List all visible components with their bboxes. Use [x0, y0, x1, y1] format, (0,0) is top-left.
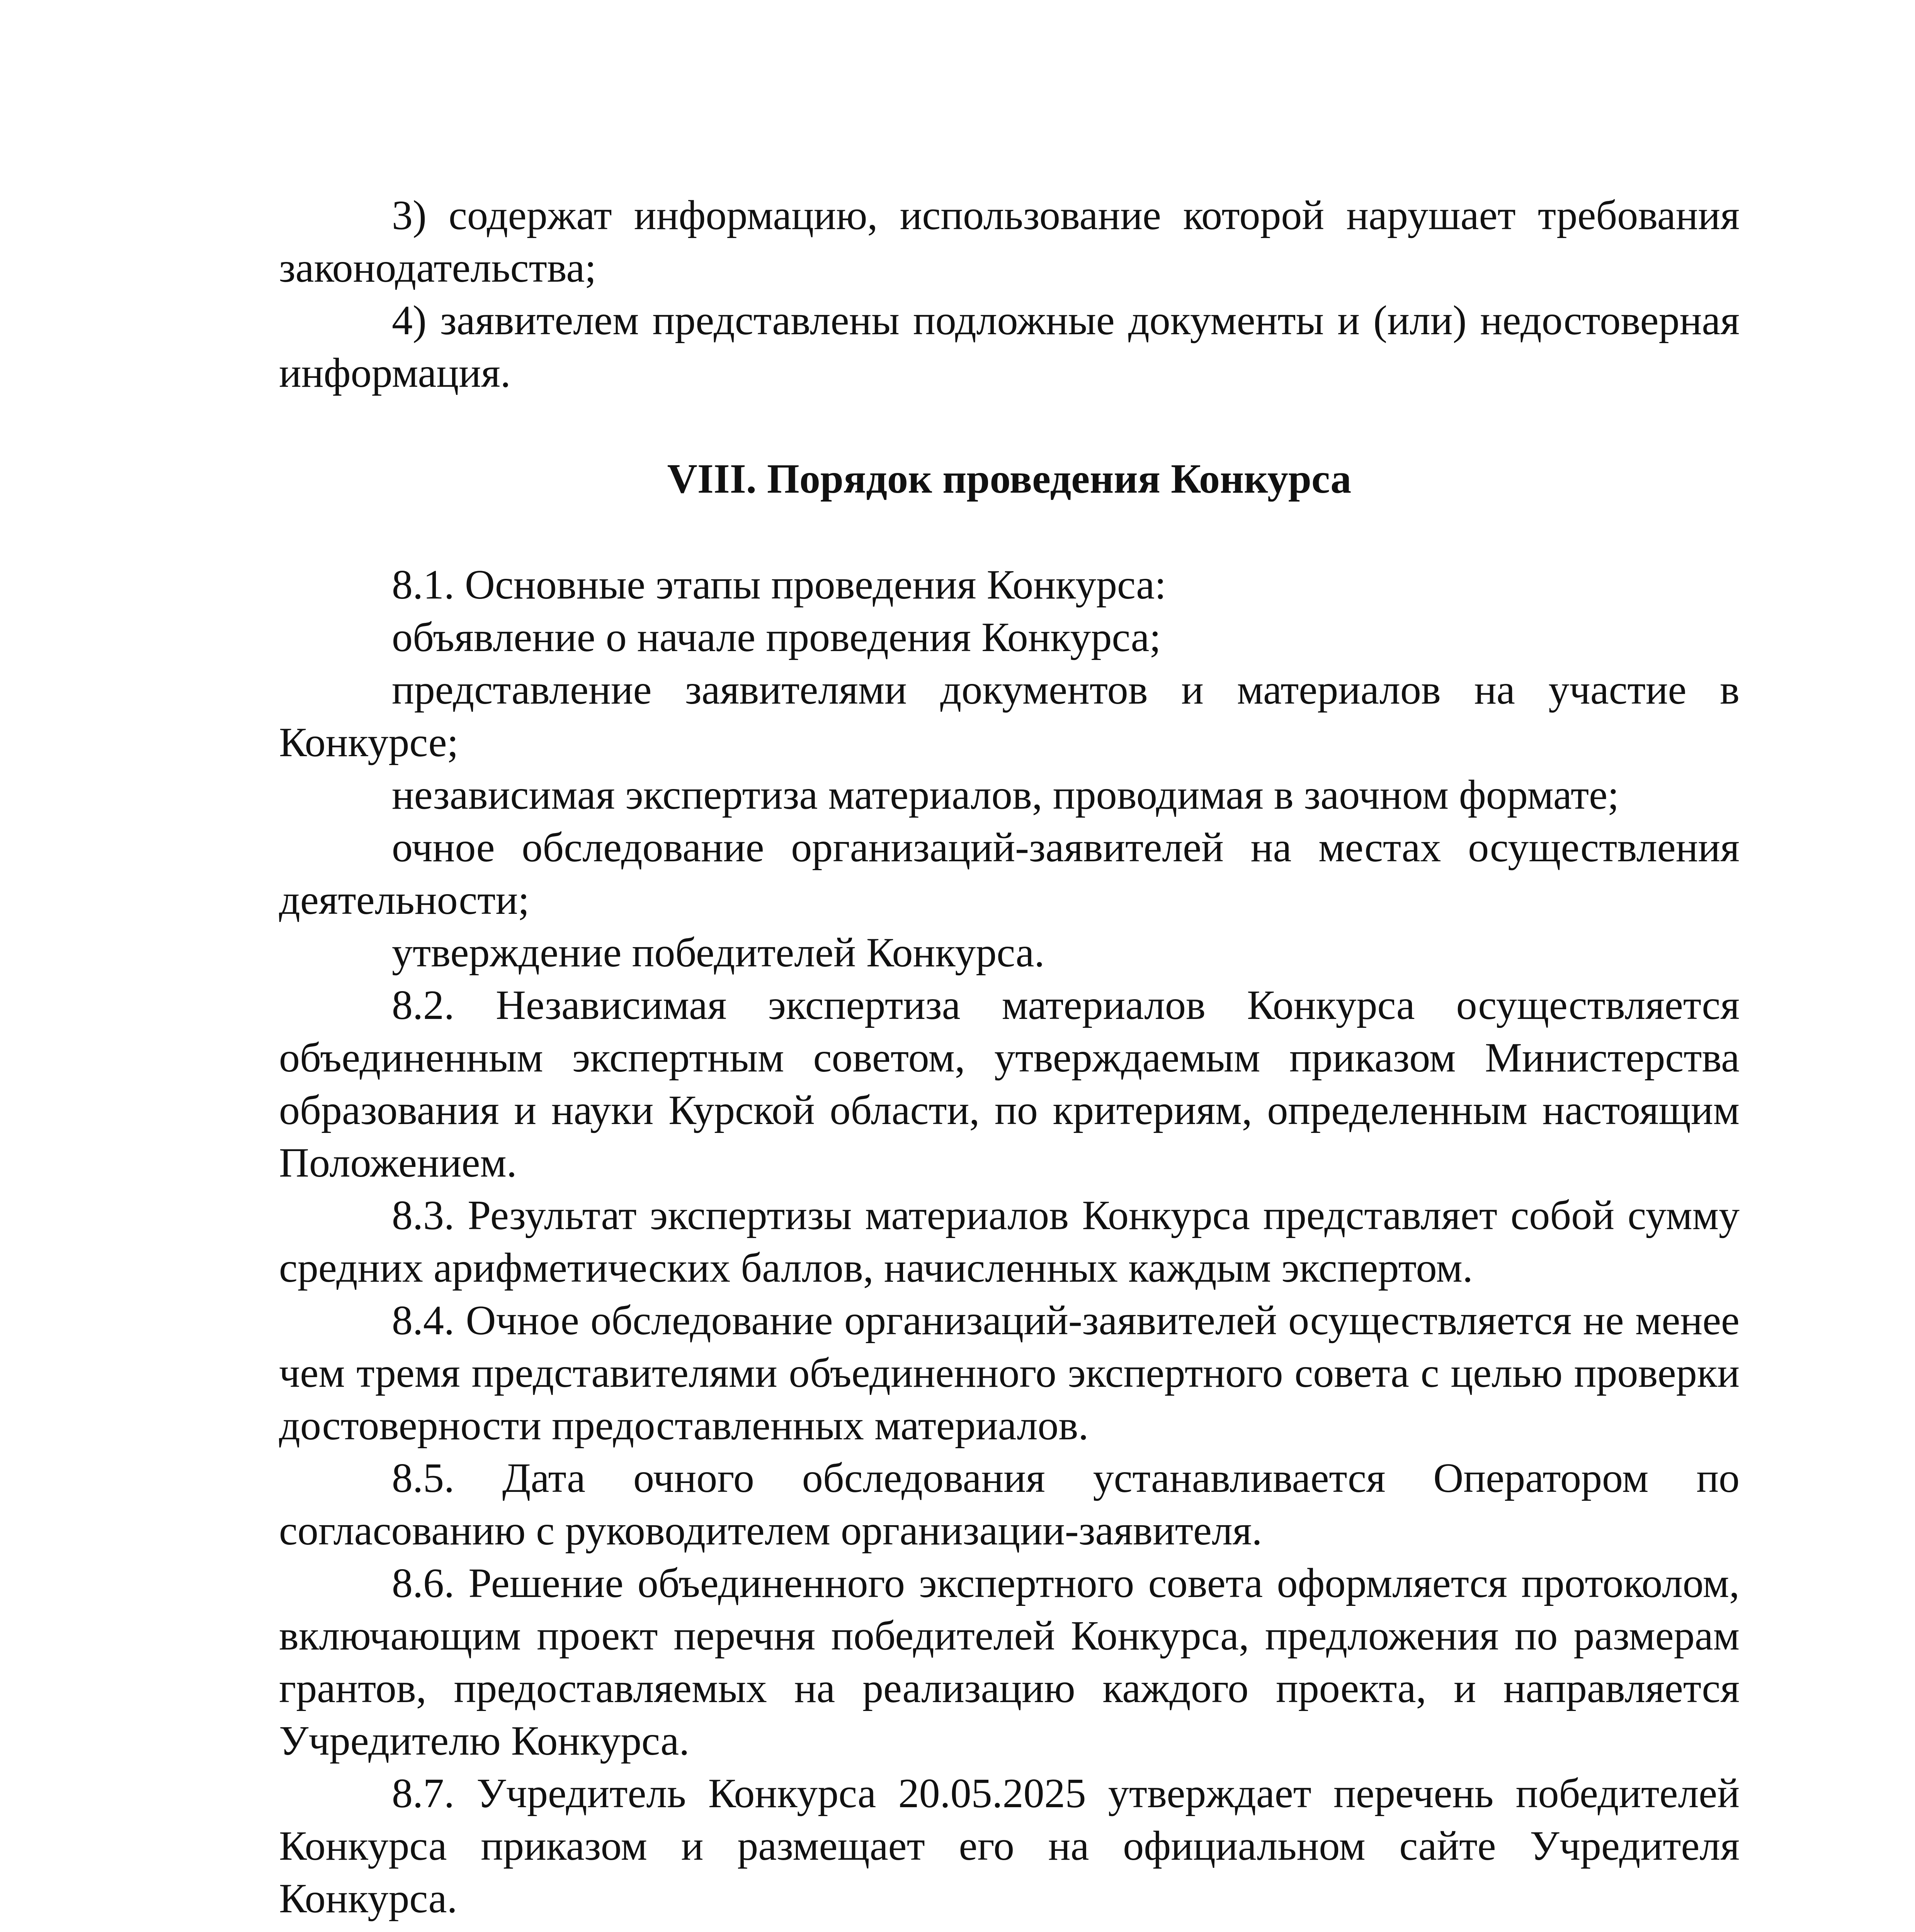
list-item-3: 3) содержат информацию, использование которой нарушает требования законодательства;	[279, 192, 1740, 291]
paragraph-8-7: 8.7. Учредитель Конкурса 20.05.2025 утверждает перечень победителей Конкурса приказом и размещает его на официальном сайте Учредителя Конкурса.	[279, 1770, 1740, 1922]
stage-item: представление заявителями документов и материалов на участие в Конкурсе;	[279, 667, 1740, 765]
paragraph-8-3: 8.3. Результат экспертизы материалов Конкурса представляет собой сумму средних арифметических баллов, начисленных каждым экспертом.	[279, 1192, 1740, 1291]
paragraph-8-2: 8.2. Независимая экспертиза материалов Конкурса осуществляется объединенным экспертным советом, утверждаемым приказом Министерства образования и науки Курской области, по критериям, определенным настоящим Положением.	[279, 982, 1740, 1186]
paragraph-8-5: 8.5. Дата очного обследования устанавливается Оператором по согласованию с руководителем организации-заявителя.	[279, 1455, 1740, 1554]
paragraph-8-4: 8.4. Очное обследование организаций-заявителей осуществляется не менее чем тремя представителями объединенного экспертного совета с целью проверки достоверности предоставленных материалов.	[279, 1298, 1740, 1449]
list-item-4: 4) заявителем представлены подложные документы и (или) недостоверная информация.	[279, 298, 1740, 396]
stage-item: объявление о начале проведения Конкурса;	[392, 614, 1161, 660]
section-8-heading: VIII. Порядок проведения Конкурса	[667, 456, 1352, 502]
stage-item: независимая экспертиза материалов, проводимая в заочном формате;	[392, 772, 1619, 818]
stage-item: очное обследование организаций-заявителей на местах осуществления деятельности;	[279, 825, 1740, 923]
paragraph-8-1: 8.1. Основные этапы проведения Конкурса:	[392, 562, 1167, 608]
paragraph-8-6: 8.6. Решение объединенного экспертного совета оформляется протоколом, включающим проект перечня победителей Конкурса, предложения по размерам грантов, предоставляемых на реализацию каждого проекта, и направляется Учредителю Конкурса.	[279, 1560, 1740, 1764]
page-content	[279, 189, 1740, 1932]
stage-item: утверждение победителей Конкурса.	[392, 930, 1045, 976]
